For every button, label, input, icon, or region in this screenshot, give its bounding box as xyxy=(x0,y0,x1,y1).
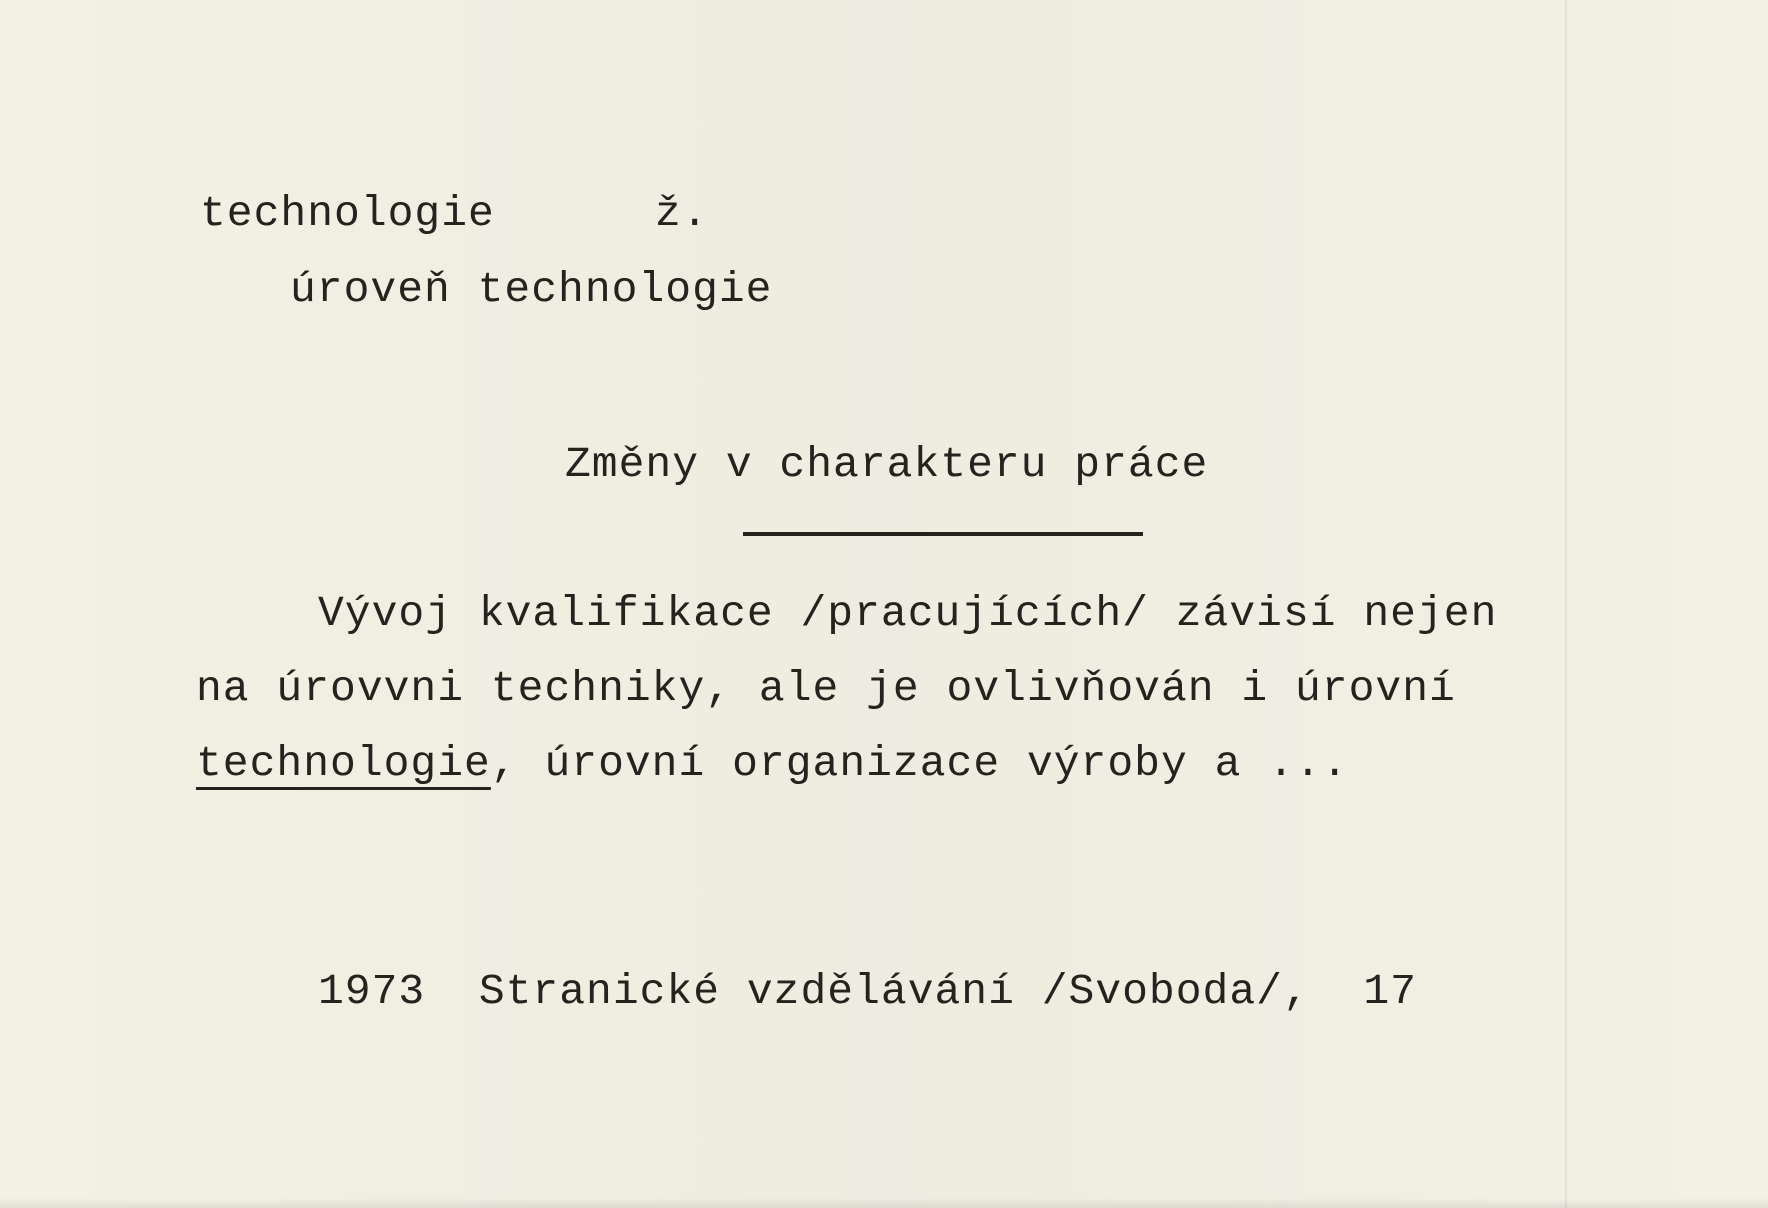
quote-line-1: Vývoj kvalifikace /pracujících/ závisí nejen xyxy=(318,589,1498,638)
example-phrase: úroveň technologie xyxy=(290,265,773,314)
card-edge-shadow xyxy=(0,1198,1768,1208)
title-underline-rule xyxy=(743,532,1143,536)
source-citation xyxy=(318,967,1417,1016)
paper-bleed-line xyxy=(1565,0,1567,1208)
source-title: Stranické vzdělávání /Svoboda/, xyxy=(478,967,1310,1016)
headword: technologie xyxy=(200,189,495,238)
quote-underlined-term: technologie xyxy=(196,739,491,788)
source-page: 17 xyxy=(1363,967,1417,1016)
source-year: 1973 xyxy=(318,967,426,1016)
quote-line-3 xyxy=(196,739,1349,788)
section-title: Změny v charakteru práce xyxy=(565,440,1209,489)
quote-line-2: na úrovvni techniky, ale je ovlivňován i úrovní xyxy=(196,664,1456,713)
gender-label: ž. xyxy=(655,189,709,238)
quote-line-3-rest: , úrovní organizace výroby a ... xyxy=(490,739,1349,788)
